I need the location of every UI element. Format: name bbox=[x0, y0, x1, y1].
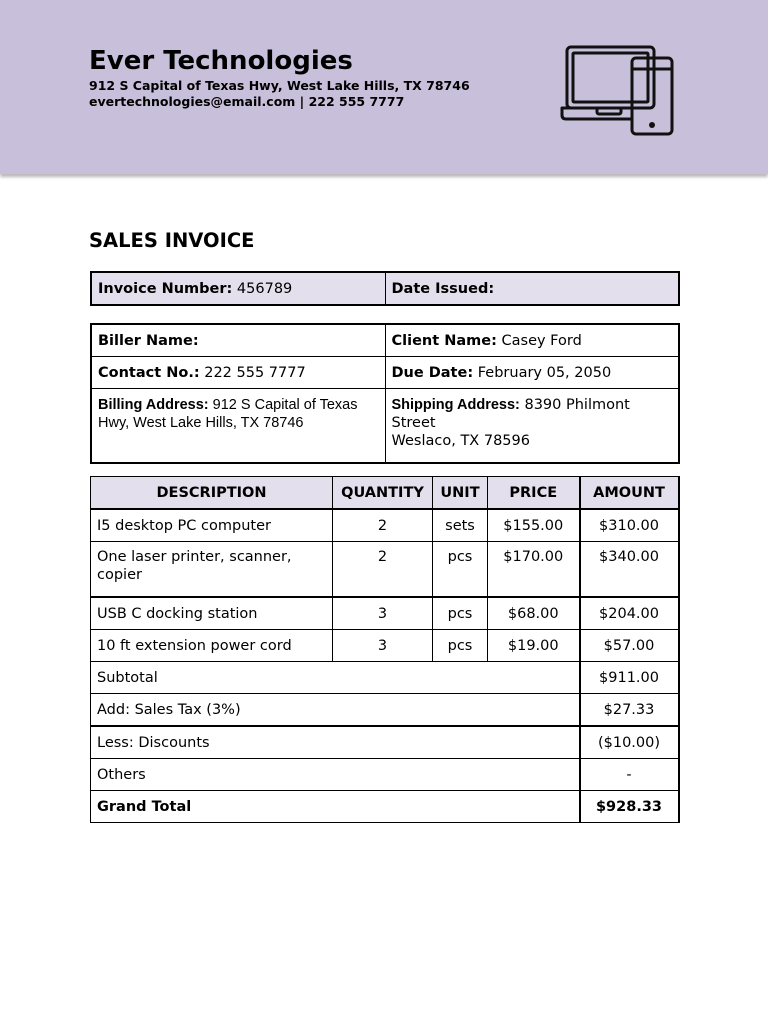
table-header-row bbox=[91, 477, 679, 510]
company-header bbox=[0, 0, 768, 174]
invoice-number-label: Invoice Number: bbox=[98, 280, 233, 297]
sales-tax-label: Add: Sales Tax (3%) bbox=[91, 694, 580, 727]
contact-cell bbox=[91, 357, 385, 389]
party-details-table bbox=[90, 323, 680, 464]
date-issued-label: Date Issued: bbox=[391, 280, 495, 297]
item-price: $19.00 bbox=[488, 630, 580, 662]
table-row bbox=[91, 630, 679, 662]
billing-address-value: 912 S Capital of Texas Hwy, West Lake Hills, TX 78746 bbox=[98, 397, 358, 431]
item-quantity: 2 bbox=[333, 509, 433, 542]
company-name: Ever Technologies bbox=[89, 46, 353, 76]
client-cell bbox=[385, 324, 679, 357]
invoice-number-cell bbox=[91, 272, 385, 305]
item-quantity: 3 bbox=[333, 630, 433, 662]
contact-label: Contact No.: bbox=[98, 364, 200, 381]
grand-total-label: Grand Total bbox=[91, 791, 580, 823]
item-price: $170.00 bbox=[488, 542, 580, 598]
item-description: 10 ft extension power cord bbox=[91, 630, 333, 662]
header-price: PRICE bbox=[488, 477, 580, 510]
subtotal-label: Subtotal bbox=[91, 662, 580, 694]
others-row bbox=[91, 759, 679, 791]
grand-total-value: $928.33 bbox=[580, 791, 679, 823]
item-quantity: 3 bbox=[333, 597, 433, 630]
sales-tax-row bbox=[91, 694, 679, 727]
item-unit: pcs bbox=[433, 542, 488, 598]
item-amount: $57.00 bbox=[580, 630, 679, 662]
line-items-table bbox=[90, 476, 680, 823]
discounts-row bbox=[91, 726, 679, 759]
invoice-meta-table bbox=[90, 271, 680, 306]
item-amount: $310.00 bbox=[580, 509, 679, 542]
item-description: One laser printer, scanner, copier bbox=[91, 542, 333, 598]
due-date-value: February 05, 2050 bbox=[477, 364, 612, 381]
item-price: $68.00 bbox=[488, 597, 580, 630]
laptop-phone-icon bbox=[560, 44, 678, 138]
billing-address-cell bbox=[91, 389, 385, 464]
table-row bbox=[91, 542, 679, 598]
billing-address-label: Billing Address: bbox=[98, 397, 209, 413]
contact-value: 222 555 7777 bbox=[204, 364, 306, 381]
grand-total-row bbox=[91, 791, 679, 823]
header-amount: AMOUNT bbox=[580, 477, 679, 510]
subtotal-row bbox=[91, 662, 679, 694]
header-unit: UNIT bbox=[433, 477, 488, 510]
item-unit: pcs bbox=[433, 597, 488, 630]
table-row bbox=[91, 509, 679, 542]
item-unit: sets bbox=[433, 509, 488, 542]
item-amount: $204.00 bbox=[580, 597, 679, 630]
discounts-label: Less: Discounts bbox=[91, 726, 580, 759]
item-description: I5 desktop PC computer bbox=[91, 509, 333, 542]
sales-tax-value: $27.33 bbox=[580, 694, 679, 727]
header-description: DESCRIPTION bbox=[91, 477, 333, 510]
shipping-address-line1: 8390 Philmont Street bbox=[391, 397, 630, 431]
biller-cell bbox=[91, 324, 385, 357]
shipping-address-cell bbox=[385, 389, 679, 464]
date-issued-cell bbox=[385, 272, 679, 305]
item-price: $155.00 bbox=[488, 509, 580, 542]
company-address: 912 S Capital of Texas Hwy, West Lake Hills, TX 78746 bbox=[89, 78, 470, 93]
invoice-number-value: 456789 bbox=[236, 280, 293, 297]
shipping-address-label: Shipping Address: bbox=[391, 397, 520, 413]
header-quantity: QUANTITY bbox=[333, 477, 433, 510]
due-date-label: Due Date: bbox=[391, 364, 474, 381]
invoice-title: SALES INVOICE bbox=[89, 229, 255, 252]
table-row bbox=[91, 597, 679, 630]
due-date-cell bbox=[385, 357, 679, 389]
item-amount: $340.00 bbox=[580, 542, 679, 598]
client-value: Casey Ford bbox=[501, 332, 582, 349]
others-label: Others bbox=[91, 759, 580, 791]
subtotal-value: $911.00 bbox=[580, 662, 679, 694]
item-description: USB C docking station bbox=[91, 597, 333, 630]
item-quantity: 2 bbox=[333, 542, 433, 598]
shipping-address-line2: Weslaco, TX 78596 bbox=[391, 433, 530, 449]
others-value: - bbox=[580, 759, 679, 791]
client-label: Client Name: bbox=[391, 332, 497, 349]
biller-label: Biller Name: bbox=[98, 332, 199, 349]
discounts-value: ($10.00) bbox=[580, 726, 679, 759]
company-contact: evertechnologies@email.com | 222 555 7777 bbox=[89, 94, 405, 109]
item-unit: pcs bbox=[433, 630, 488, 662]
